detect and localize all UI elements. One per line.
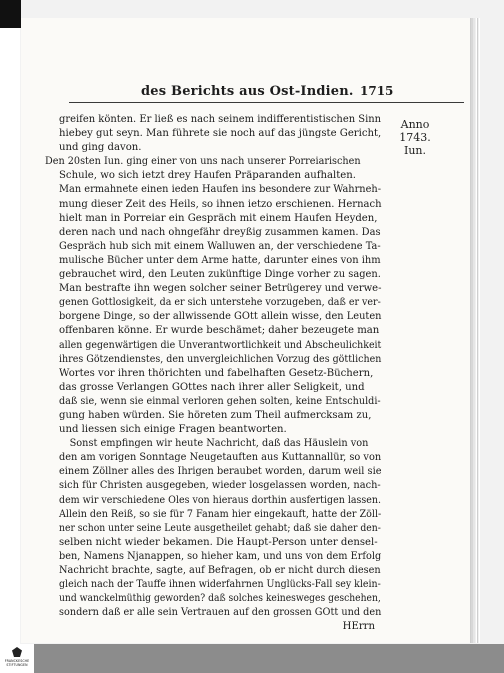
text-line: dem wir verschiedene Oles von hieraus dorthin ausfertigen lassen. (59, 494, 381, 506)
viewer-bottom-bar (34, 644, 504, 673)
text-line: und wanckelmüthig geworden? daß solches keinesweges geschehen, (59, 593, 381, 605)
text-line: ihres Götzendienstes, den unvergleichlichen Vorzug des göttlichen (59, 353, 382, 365)
text-line: Den 20sten Iun. ging einer von uns nach unserer Porreiarischen (45, 156, 361, 168)
running-title: des Berichts aus Ost-Indien. (141, 84, 354, 99)
text-line: Sonst empfingen wir heute Nachricht, daß das Häuslein von (69, 438, 369, 450)
body-text (45, 113, 382, 634)
text-line: einem Zöllner alles des Ihrigen beraubet worden, darum weil sie (59, 466, 382, 478)
book-page (21, 18, 471, 643)
page-edges (470, 18, 480, 643)
text-line: deren nach und nach ohngefähr dreyßig zusammen kamen. Das (59, 226, 381, 238)
margin-note-year: Anno 1743. (399, 118, 431, 144)
scan-corner (0, 0, 21, 28)
text-line: Allein den Reiß, so sie für 7 Fanam hier eingekauft, hatte der Zöll- (59, 508, 382, 520)
text-line: Gespräch hub sich mit einem Walluwen an, der verschiedene Ta- (59, 240, 381, 252)
text-line: ben, Namens Njanappen, so hieher kam, und uns von dem Erfolg (59, 550, 382, 562)
text-line: mung dieser Zeit des Heils, so ihnen ietzo erschienen. Hernach (59, 198, 382, 210)
text-line: sich für Christen ausgegeben, wieder losgelassen worden, nach- (59, 480, 381, 492)
header-rule (69, 102, 464, 103)
text-line: greifen könten. Er ließ es nach seinem indifferentistischen Sinn (59, 114, 382, 125)
text-line: hiebey gut seyn. Man führete sie noch auf das jüngste Gericht, (59, 128, 382, 140)
text-line: Man bestrafte ihn wegen solcher seiner Betrügerey und verwe- (59, 283, 382, 295)
library-logo (0, 644, 34, 673)
text-line: gung haben würden. Sie höreten zum Theil aufmercksam zu, (59, 409, 372, 421)
text-line: Nachricht brachte, sagte, auf Befragen, ob er nicht durch diesen (59, 565, 381, 576)
page-header (21, 72, 470, 102)
text-line: Schule, wo sich ietzt drey Haufen Präparanden aufhalten. (59, 170, 356, 182)
text-line: selben nicht wieder bekamen. Die Haupt-Person unter densel- (59, 536, 378, 548)
text-line: daß sie, wenn sie einmal verloren gehen solten, keine Entschuldi- (59, 395, 381, 407)
text-line: Wortes vor ihren thörichten und fabelhaften Gesetz-Büchern, (59, 367, 374, 379)
text-line: allen gegenwärtigen die Unverantwortlichkeit und Abscheulichkeit (59, 339, 382, 351)
margin-note (384, 118, 446, 157)
text-line: das grosse Verlangen GOttes nach ihrer aller Seligkeit, und (59, 381, 365, 393)
text-line: offenbaren könne. Er wurde beschämet; daher bezeugete man (59, 325, 380, 337)
logo-text: FRANCKESCHE STIFTUNGEN (4, 659, 30, 667)
text-line: den am vorigen Sonntage Neugetauften aus Kuttannallür, so von (59, 452, 382, 464)
text-line: und liessen sich einige Fragen beantworten. (59, 424, 287, 436)
text-line: Man ermahnete einen ieden Haufen ins besondere zur Wahrneh- (59, 184, 382, 196)
text-line: borgene Dinge, so der allwissende GOtt allein wisse, den Leuten (59, 311, 382, 323)
text-line: ner schon unter seine Leute ausgetheilet gehabt; daß sie daher den- (59, 522, 381, 534)
text-line: hielt man in Porreiar ein Gespräch mit einem Haufen Heyden, (59, 212, 378, 224)
text-line: gleich nach der Tauffe ihnen widerfahrnen Unglücks-Fall sey klein- (59, 579, 381, 591)
page-number: 1715 (360, 84, 394, 98)
logo-emblem-icon (12, 647, 22, 657)
text-line: sondern daß er alle sein Vertrauen auf den grossen GOtt und den (59, 607, 382, 619)
text-line: gebrauchet wird, den Leuten zukünftige Dinge vorher zu sagen. (59, 269, 381, 281)
catchword: HErrn (342, 621, 375, 633)
text-line: und ging davon. (59, 142, 142, 154)
text-line: genen Gottlosigkeit, da er sich unterstehe vorzugeben, daß er ver- (59, 297, 381, 309)
margin-note-month: Iun. (403, 144, 426, 157)
text-line: mulische Bücher unter dem Arme hatte, darunter eines von ihm (59, 254, 381, 266)
